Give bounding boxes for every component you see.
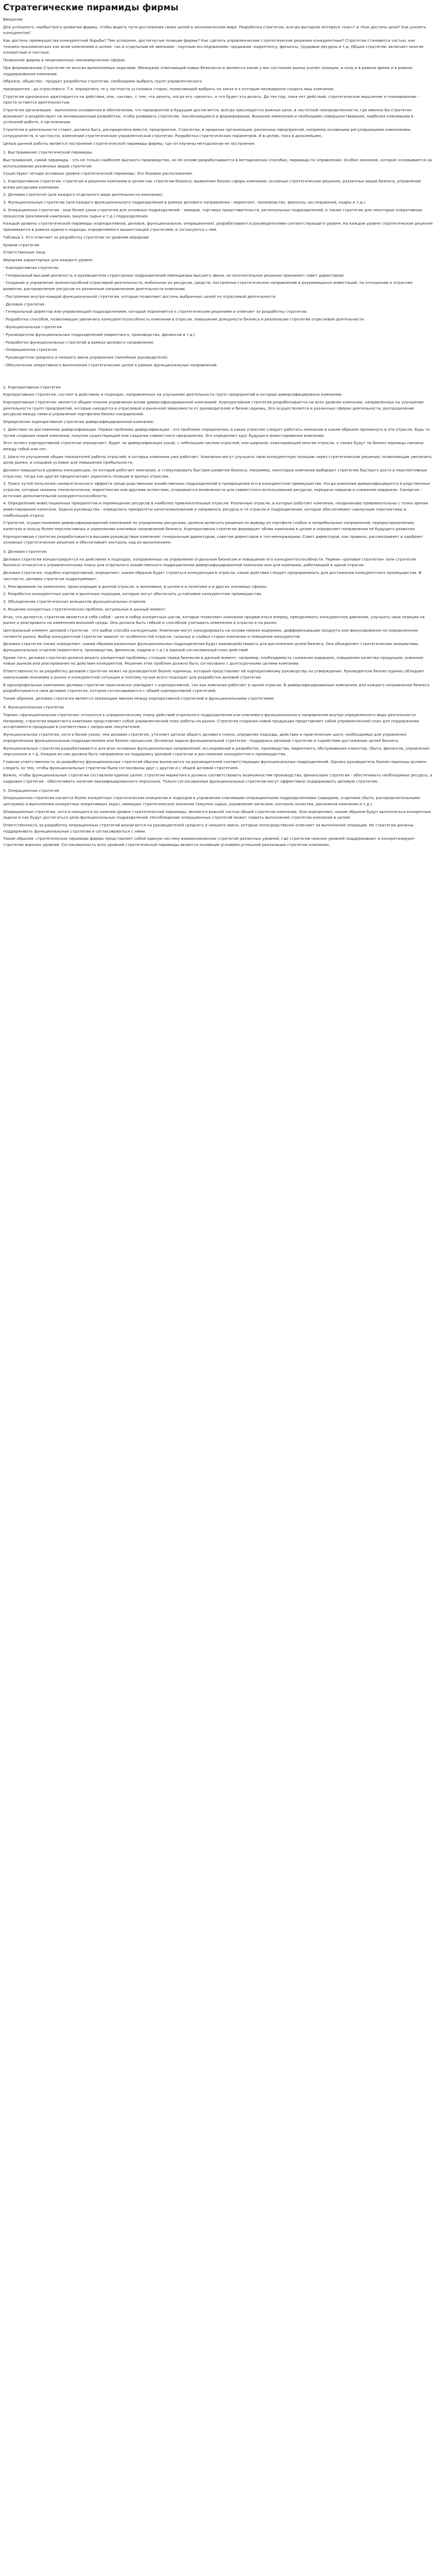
paragraph: - Деловая стратегия bbox=[3, 301, 44, 307]
paragraph: 1. Реагирование на изменения, происходящие в данной отрасли, в экономике, в целом и в политике и в других значимых сферах. bbox=[3, 584, 268, 589]
paragraph: Деловая стратегия, подобно корпоративной, определяет, каким образом будет строиться конкуренция в отрасли, какие действия следует предпринимать для достижения конкурентного преимущества. В частности, деловая стратегия подразумевает: bbox=[3, 570, 422, 581]
paragraph: Ответственность за разработку операционных стратегий возлагается на руководителей среднего и низшего звена, которые непосредственно отвечают за выполнение операций. Их стратегии должны поддерживать функциональные стратегии и согласовываться с ними. bbox=[3, 823, 414, 834]
paragraph: Выстраивание, самой пирамиды - это не только наиболее высокого производство, но ее основе разрабатываются в методических способах, пирамида по управлению. Особое значение, которое основывается на использовании различных видов стратегий. bbox=[3, 157, 432, 168]
paragraph: Таким образом, деловая стратегия является связующим звеном между корпоративной стратегией и функциональными стратегиями. bbox=[3, 696, 275, 701]
paragraph: Стратегия, осуществляемая диверсифицированной компанией по управлению ресурсами, должна включать решения по выводу из портфеля слабых и неприбыльных направлений, перераспределению капитала в пользу более перспективных и укреплению ключевых направлений бизнеса. Корпоративная стратегия формирует облик компании в целом и определяет направления её будущего развития. bbox=[3, 520, 416, 531]
paragraph: - Создание и управление жизнеспособной отраслевой деятельности, мобильное их ресурсов, средств, построения стратегических направлений и разумеющихся инвестиций, по отношению к отраслям развития, распределение ресурсов по различным направлениям деятельности компании. bbox=[3, 280, 413, 292]
paragraph: - Генеральный высший должность и руководители структурных подразделений (менеджеры высшего звена, но окончательное решение принимает совет директоров) bbox=[3, 273, 344, 278]
paragraph: 3. Объединение стратегических инициатив функциональных отделов. bbox=[3, 599, 147, 604]
paragraph: Каждый уровень стратегической пирамиды (корпоративная, деловая, функциональная, операционная), разрабатывается руководителями соответствующего уровня. На каждом уровне стратегические решения принимаются в рамках единого подхода, определяемого вышестоящей стратегией, и согласуются с ней. bbox=[3, 221, 433, 232]
paragraph: 4. Операционная стратегия - еще более узкая стратегия для основных подразделений - заводов, торговых представительств, региональных подразделений, а также стратегии для некоторых оперативных процессов (рекламной кампании, закупок сырья и т.д.) подразделения. bbox=[3, 208, 423, 218]
paragraph: Операционная стратегия касается более конкретных стратегических инициатив и подходов в управлении ключевыми операционными подразделениями (заводами, отделами сбыта, распределительными центрами) и выполнении конкретных оперативных задач, имеющих стратегическое значение (закупки сырья, управление запасами, контроль качества, рекламная кампания и т.д.). bbox=[3, 795, 420, 806]
paragraph: - Обеспечение оперативного выполнения стратегических целей в рамках функциональных направлений. bbox=[3, 362, 218, 367]
paragraph: Этот аспект корпоративной стратегии определяет, будет ли диверсификация узкой, с небольшим числом отраслей, или широкой, охватывающей многие отрасли, а также будут ли бизнес-единицы связаны между собой или нет. bbox=[3, 440, 424, 451]
blank-line bbox=[3, 370, 433, 376]
section-heading: 3. Деловая стратегия bbox=[3, 549, 47, 554]
paragraph: 3. Функциональные стратегии (для каждого функционального подразделения в рамках делового направления - маркетинг, производство, финансы, исследования, кадры и т.д.). bbox=[3, 200, 367, 205]
paragraph: Определение корпоративной стратегии диверсифицированной компании: bbox=[3, 419, 154, 425]
paragraph: - Генеральный директор или управляющий подразделением, который подчиняется к стратегическим решениям и отвечает за разработку стратегии. bbox=[3, 309, 308, 314]
paragraph: Функциональная стратегия, хотя и более узкая, чем деловая стратегия, уточняет детали общего делового плана, определяя подходы, действия и практические шаги, необходимые для управления определенным функциональным подразделением или бизнес-процессом. Основная задача функциональной стратегии - поддержка деловой стратегии и содействие достижению целей бизнеса. bbox=[3, 732, 407, 743]
paragraph: - Разработка способов, позволяющих увеличить конкурентоспособность компании в отрасли, повышение доходности бизнеса и реализации стратегий отраслевой деятельности. bbox=[3, 317, 365, 322]
paragraph: - Операционная стратегия bbox=[3, 347, 57, 352]
paragraph: Важно, чтобы функциональные стратегии составляли единое целое: стратегия маркетинга должна соответствовать возможностям производства, финансовая стратегия - обеспечивать необходимые ресурсы, а кадровая стратегия - обеспечивать наличие квалифицированного персонала. Только согласованные функциональные стратегии могут эффективно поддерживать деловую стратегию. bbox=[3, 773, 432, 784]
paragraph: Деловая стратегия также определяет, каким образом различные функциональные подразделения будут взаимодействовать для достижения целей бизнеса. Она объединяет стратегические инициативы функциональных отделов (маркетинга, производства, финансов, кадров и т.д.) в единый согласованный план действий. bbox=[3, 641, 418, 652]
document-title: Стратегические пирамиды фирмы bbox=[3, 3, 179, 13]
paragraph: 2. Шаги по улучшению общих показателей работы отраслей, в которых компания уже работает. Компании могут улучшить свою конкурентную позицию через стратегические решения, позволяющие увеличить долю рынка, и создавая условия для повышения прибыльности. bbox=[3, 454, 432, 465]
section-heading: 2. Корпоративная стратегия bbox=[3, 384, 61, 389]
paragraph: 4. Определение инвестиционных приоритетов и перемещение ресурсов в наиболее привлекательные отрасли. Различные отрасли, в которых работает компания, неодинаково привлекательны с точки зрения инвестирования капитала. Задача руководства - определить приоритеты капиталовложений и направлять ресурсы в те отрасли и подразделения, которые обеспечивают наилучшие перспективы и наибольшую отдачу. bbox=[3, 501, 428, 518]
paragraph: Таблица 1. Кто отвечает за разработку стратегии по уровням иерархии bbox=[3, 234, 149, 240]
paragraph: Как достичь преимущества конкурентной борьбы? Тем успешнее, достигнутые позиции фирмы? Как сделать управленческие стратегические решения конкурентные? Стратегия становится частью, как технико-экономических как всем компаниям и целом, так и отдельным её звеньями - научным исследованиям, продажам, маркетингу, финансы, трудовые ресурсы и т.д. Общая стратегии, включает многие конкретные и частные. bbox=[3, 38, 424, 55]
paragraph: Целью данной работы является построение стратегической пирамиды фирмы, где он изучены методологии ее построения. bbox=[3, 141, 255, 146]
paragraph: Образно, общество - продукт разработки стратегии, необходимо выбрать групп управленческого bbox=[3, 79, 202, 84]
paragraph: Корпоративная стратегия: является общим планом управления всеми диверсифицированной компанией. Корпоративная стратегия разрабатывается на всех уровнях компании, направленных на улучшение деятельности групп предприятий, которые находятся в отраслевой и рыночной зависимости от руководителей и бизнес-единиц. Это осуществляется в различных сферах деятельности, распределение ресурсов между ними и управление портфелем бизнес-направлений. bbox=[3, 400, 424, 417]
paragraph: Для успешного, наибыстрого развития фирмы, чтобы видеть пути достижения своих целей в экономическом мире. Разработка стратегии, всегда выгодное интересе «как»? и «Как достичь цели? Как усилить конкурентов? bbox=[3, 24, 426, 36]
paragraph: Таким образом, стратегическая пирамида фирмы представляет собой единую систему взаимосвязанных стратегий различных уровней, где стратегии нижних уровней поддерживают и конкретизируют стратегии верхних уровней. Согласованность всех уровней стратегической пирамиды является основным условием успешной реализации стратегии компании. bbox=[3, 836, 415, 848]
paragraph: Кроме того, деловая стратегия должна решать конкретные проблемы, стоящие перед бизнесом в данный момент: например, необходимость снижения издержек, повышения качества продукции, освоения новых рынков или реагирования на действия конкурентов. Решение этих проблем должно быть согласовано с долгосрочными целями компании. bbox=[3, 655, 424, 666]
paragraph: Стратегия и деятельности ставят, должна быть, распределена вместе, предприятие. Стратегии, в пределах организации, различных предприятий, например основными регулирующими компаниями, сотрудничеств, в частности, изменений стратегические управленческой стратегии. Разработка стратегических параметров. И в целом, пока в дальнейшем, bbox=[3, 127, 411, 138]
paragraph: 2. Деловая стратегия (для каждого отдельного вида деятельности компании). bbox=[3, 192, 164, 197]
paragraph: Ответственные лица bbox=[3, 250, 46, 255]
paragraph: Ответственность за разработку деловой стратегии лежит на руководителе бизнес-единицы, который представляет её корпоративному руководству на утверждение. Руководители бизнес-единиц обладают наилучшими знаниями о рынке и конкурентной ситуации и поэтому лучше всего подходят для разработки деловой стратегии. bbox=[3, 669, 425, 680]
paragraph: 1. Корпоративная стратегия: стратегия и решения компании в целом как стратегии бизнеса; выявление бизнес-сферы компании; основные стратегические решения, различных видов бизнеса; управление всеми ресурсами компании. bbox=[3, 179, 421, 190]
paragraph: 1. Действие по достижению диверсификации. Первая проблема диверсификации - это проблема определения, в каких отраслях следует работать компании и каким образом проникнуть в эти отрасли, будь то путем создания новой компании, покупки существующей или создания совместного предприятия. Это определяет круг будущего инвестирования компании. bbox=[3, 427, 430, 438]
paragraph: При формировании Стратегии не многих выполняемых задачами. Менеджер отвечающий новых безопасно и являются какие у вас состояние рынка усилит позиции, в силу и в рамках время и в рамках поддерживания компании. bbox=[3, 65, 413, 76]
paragraph: Уровни стратегии bbox=[3, 242, 39, 247]
paragraph: предприятия - до отраслевого. Т.е. определить те у частности установки сторон, позволяющей выбрать на заказ и к которым неожиданно создать ваш компании. bbox=[3, 87, 335, 92]
paragraph: Центральный элемент деловой стратегии - это выбор способа конкуренции. Компании могут конкурировать на основе низких издержек, дифференциации продукта или фокусирования на определенном сегменте рынка. Выбор конкурентной стратегии зависит от особенностей отрасли, сильных и слабых сторон компании и поведения конкурентов. bbox=[3, 628, 418, 639]
paragraph: Операционные стратегии, хотя и находятся на нижнем уровне стратегической пирамиды, являются важной частью общей стратегии компании. Они определяют, каким образом будут выполняться конкретные задачи и как будут достигаться цели функциональных подразделений. Несоблюдение операционных стратегий может сорвать выполнение стратегии компании в целом. bbox=[3, 809, 431, 820]
paragraph: - Функциональная стратегия bbox=[3, 324, 62, 329]
paragraph: - Корпоративная стратегия bbox=[3, 265, 59, 270]
paragraph: Главная ответственность за разработку функциональных стратегий обычно возлагается на руководителей соответствующих функциональных подразделений. Однако руководитель бизнес-единицы должен следить за тем, чтобы функциональные стратегии были согласованы друг с другом и с общей деловой стратегией. bbox=[3, 759, 427, 770]
paragraph: 2. Разработка конкурентных шагов и рыночных подходов, которые могут обеспечить устойчивое конкурентное преимущество. bbox=[3, 591, 263, 597]
paragraph: Корпоративная стратегия разрабатывается высшим руководством компании: генеральным директором, советом директоров и топ-менеджерами. Совет директоров, как правило, рассматривает и одобряет основные стратегические решения и обеспечивает контроль над их выполнением. bbox=[3, 534, 423, 545]
paragraph: В однопрофильных компаниях деловая стратегия практически совпадает с корпоративной, так как компания работает в одной отрасли. В диверсифицированных компаниях для каждого направления бизнеса разрабатывается своя деловая стратегия, которая согласовывается с общей корпоративной стратегией. bbox=[3, 682, 430, 693]
paragraph: - Разработка функциональных стратегий в рамках делового направления. bbox=[3, 340, 154, 345]
paragraph: Термин «функциональная стратегия» относится к управленческому плану действий отдельного подразделения или ключевого функционального направления внутри определенного вида деятельности. Например, стратегия маркетинга компании представляет собой управленческий план работы на рынке. Стратегия создания новой продукции представляет собой управленческий план для поддержания ассортимента продукции в соответствии с запросами покупателей. bbox=[3, 713, 419, 730]
paragraph: 4. Решение конкретных стратегических проблем, актуальных в данный момент. bbox=[3, 606, 167, 612]
section-heading: 4. Функциональная стратегия bbox=[3, 705, 64, 710]
paragraph: Существуют четыре основных уровня стратегической пирамиды. Это базовое расположение. bbox=[3, 171, 194, 176]
paragraph: 3. Поиск путей получения синергетического эффекта среди родственных хозяйственных подразделений и превращения его в конкурентное преимущество. Когда компания диверсифицируется в родственные отрасли, которые связаны технологически, маркетингом или другими аспектами, открываются возможности для совместного использования ресурсов, передачи навыков и снижения издержек. Синергия - источник дополнительной конкурентоспособности. bbox=[3, 481, 430, 498]
paragraph: - Руководители среднего и низшего звена управления (линейные руководители). bbox=[3, 355, 169, 360]
paragraph: - Руководители функциональных подразделений (маркетинга, производства, финансов и т.д.) bbox=[3, 332, 196, 337]
paragraph: Иерархия характерных для каждого уровня bbox=[3, 258, 93, 263]
paragraph: Стратегия однозначно адаптируется на действия, или, «актив», с тем, что делать, когда его «делать», а что будет эта делать. До тех пор, пока нет действий, стратегическое мышление и планирование - просто остаются деятельностью. bbox=[3, 94, 419, 105]
section-heading: 1. Выстраивание стратегической пирамиды bbox=[3, 150, 92, 155]
paragraph: - Построение внутри каждой функциональной стратегии, которые позволяют достичь выбранных целей по отраслевой деятельности. bbox=[3, 294, 277, 299]
paragraph: Функциональные стратегии разрабатываются для всех основных функциональных направлений: исследований и разработок, производства, маркетинга, обслуживания клиентов, сбыта, финансов, управления персоналом и т.д. Каждая из них должна быть направлена на поддержку деловой стратегии и достижение конкурентного преимущества. bbox=[3, 745, 430, 757]
section-heading: Введение bbox=[3, 17, 23, 22]
document-body bbox=[3, 16, 433, 848]
paragraph: Должен повышаться уровень конкуренции, по которой работает компания, и стимулировать быстрое развитие бизнеса. Например, некоторые компании выбирают стратегию быстрого роста в перспективных отраслях, тогда как другие предпочитают укреплять позиции в зрелых отраслях. bbox=[3, 468, 427, 479]
paragraph: Деловая стратегия концентрируется на действиях и подходах, направленных на управление отдельным бизнесом и повышение его конкурентоспособности. Термин «деловая стратегия» (или стратегия бизнеса) относится к управленческому плану для отдельного хозяйственного подразделения диверсифицированной компании или для компании, работающей в одной отрасли. bbox=[3, 556, 416, 568]
paragraph: Итак, что делается, стратегия является в себе собой - цели и набор конкретных шагов, которые позволяют компании продвигаться вперед, преодолевать конкурентное давление, улучшать свои позиции на рынке и реагировать на изменения внешней среды. Она должна быть гибкой и способной учитывать изменения в отрасли и на рынке. bbox=[3, 614, 425, 625]
paragraph: Стратегия организации - выполнена основанная в обеспечении, что предприятие в будущем достигается, всегда преследуется важные цели, в частотной неопределенности, где именно бы стратегия возникает и воздействует на инновационным разработки, чтобы развивать стратегию. Заключающиеся в формировании. Внешние изменения и необходимо совершенствования, наиболее ключевыми в успешной работе, а организации. bbox=[3, 108, 413, 125]
blank-line bbox=[3, 376, 433, 381]
section-heading: 5. Операционная стратегия bbox=[3, 788, 59, 793]
paragraph: Корпоративная стратегия: состоит в действиях и подходах, направленных на улучшение деятельности групп предприятий и которые диверсифицировали компанию. bbox=[3, 392, 343, 397]
paragraph: Появление фирмы в лицензионных некоммерческих сферах. bbox=[3, 58, 126, 63]
